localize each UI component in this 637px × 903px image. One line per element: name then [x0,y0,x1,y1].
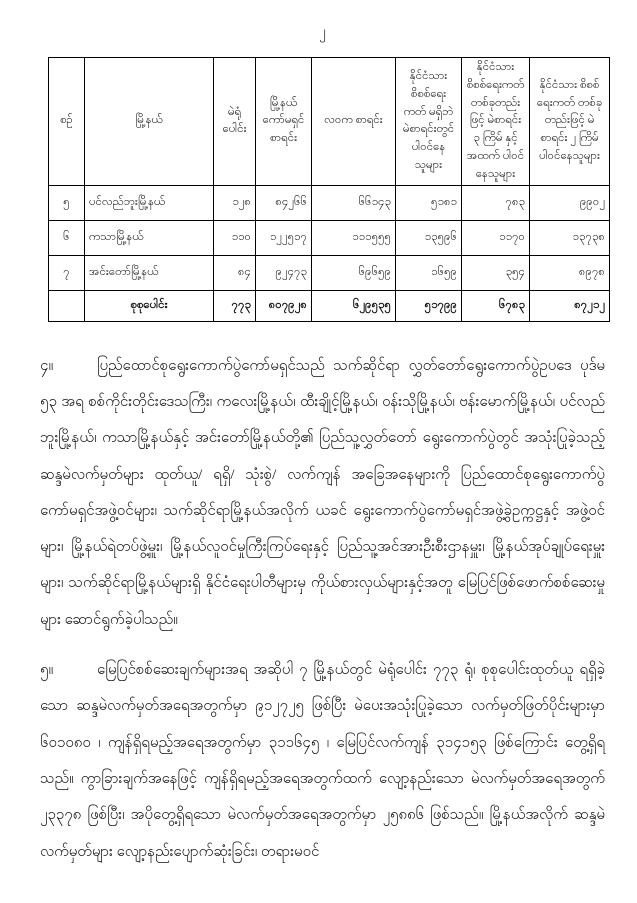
paragraph-5-number: ၅။ [40,662,53,679]
header-township: မြို့နယ် [85,58,214,186]
paragraph-5-text: မြေပြင်စစ်ဆေးချက်များအရ အဆိုပါ ၇ မြို့နယ်တွင် မဲရုံပေါင်း ၇၇၃ ရုံ၊ စုစုပေါင်းထုတ်ယူ ရရှိခဲ့သော ဆန္ဒမဲလက်မှတ်အရေအတွက်မှာ ၉၁၂၇၂၅ ဖြစ်ပြီး မဲပေးအသုံးပြုခဲ့သော လက်မှတ်ဖြတ်ပိုင်းများမှာ ၆၀၁၀၈၀ ၊ ကျန်ရှိရမည့်အရေအတွက်မှာ ၃၁၁၆၄၅ ၊ မြေပြင်လက်ကျန် ၃၁၄၁၅၃ ဖြစ်ကြောင်း တွေ့ရှိရသည်။ ကွာခြားချက်အနေဖြင့် ကျန်ရှိရမည့်အရေအတွက်ထက် လျော့နည်းသော မဲလက်မှတ်အရေအတွက် ၂၃၃၇၈ ဖြစ်ပြီး၊ အပိုတွေ့ရှိရသော မဲလက်မှတ်အရေအတွက်မှာ ၂၅၈၈၆ ဖြစ်သည်။ မြို့နယ်အလိုက် ဆန္ဒမဲလက်မှတ်များ လျော့နည်းပျောက်ဆုံးခြင်း၊ တရားမဝင် [40,662,605,860]
cell-immigration-list: ၁၁၁၅၅၅ [312,220,396,255]
paragraph-4-number: ၄။ [40,357,53,374]
header-same-id-2times: နိုင်ငံသား စိစစ်ရေးကတ် တစ်ခုတည်းဖြင့် မဲစာရင်း ၂ ကြိမ် ပါဝင်နေသူများ [530,58,610,186]
cell-polling-stations: ၁၂၈ [214,185,256,220]
cell-no-id-in-list: ၁၆၅၉ [396,255,462,290]
cell-same-id-2times: ၁၃၇၃၈ [530,220,610,255]
header-serial: စဉ် [49,58,85,186]
cell-commission-list: ၁၂၂၅၁၇ [256,220,312,255]
cell-polling-stations: ၁၁၀ [214,220,256,255]
cell-serial: ၆ [49,220,85,255]
paragraph-4-text: ပြည်ထောင်စုရွေးကောက်ပွဲကော်မရှင်သည် သက်ဆိုင်ရာ လွှတ်တော်ရွေးကောက်ပွဲဥပဒေ ပုဒ်မ ၅၃ အရ စစ်ကိုင်းတိုင်းဒေသကြီး၊ ကလေးမြို့နယ်၊ ထီးချိုင့်မြို့နယ်၊ ဝန်းသိုမြို့နယ်၊ ဗန်းမောက်မြို့နယ်၊ ပင်လည်ဘူးမြို့နယ်၊ ကသာမြို့နယ်နှင့် အင်းတော်မြို့နယ်တို့၏ ပြည်သူ့လွှတ်တော် ရွေးကောက်ပွဲတွင် အသုံးပြုခဲ့သည့် ဆန္ဒမဲလက်မှတ်များ ထုတ်ယူ/ ရရှိ/ သုံးစွဲ/ လက်ကျန် အခြေအနေများကို ပြည်ထောင်စုရွေးကောက်ပွဲကော်မရှင်အဖွဲ့ဝင်များ၊ သက်ဆိုင်ရာမြို့နယ်အလိုက် ယခင် ရွေးကောက်ပွဲကော်မရှင်အဖွဲ့ခွဲဥက္ကဋ္ဌနှင့် အဖွဲ့ဝင်များ၊ မြို့နယ်ရဲတပ်ဖွဲ့မှူး၊ မြို့နယ်လူဝင်မှုကြီးကြပ်ရေးနှင့် ပြည်သူ့အင်အားဦးစီးဌာနမှူး၊ မြို့နယ်အုပ်ချုပ်ရေးမှူးများ၊ သက်ဆိုင်ရာမြို့နယ်များရှိ နိုင်ငံရေးပါတီများမှ ကိုယ်စားလှယ်များနှင့်အတူ မြေပြင်ဖြစ်ဖောက်စစ်ဆေးမှုများ ဆောင်ရွက်ခဲ့ပါသည်။ [40,357,605,628]
cell-immigration-list: ၆၆၁၄၃ [312,185,396,220]
cell-same-id-2times: ၈၉၇၈ [530,255,610,290]
header-immigration-list: လဝက စာရင်း [312,58,396,186]
cell-immigration-list: ၆၉၆၅၉ [312,255,396,290]
total-no-id-in-list: ၅၁၇၉၉ [396,290,462,321]
voter-list-table [48,57,610,322]
table-header-row [49,58,610,186]
paragraph-5 [40,652,605,870]
total-same-id-3plus: ၆၇၈၃ [462,290,530,321]
total-same-id-2times: ၈၇၂၁၂ [530,290,610,321]
total-commission-list: ၈၀၇၉၂၈ [256,290,312,321]
cell-serial: ၅ [49,185,85,220]
cell-same-id-3plus: ၁၁၇၀ [462,220,530,255]
cell-township: ပင်လည်ဘူးမြို့နယ် [85,185,214,220]
total-immigration-list: ၆၂၉၅၃၅ [312,290,396,321]
table-row [49,255,610,290]
header-polling-stations: မဲရုံ ပေါင်း [214,58,256,186]
cell-empty [49,290,85,321]
paragraph-4 [40,348,605,638]
table-row [49,220,610,255]
cell-same-id-2times: ၉၉၀၂ [530,185,610,220]
cell-polling-stations: ၈၄ [214,255,256,290]
cell-same-id-3plus: ၇၈၃ [462,185,530,220]
body-text [40,348,605,870]
total-polling-stations: ၇၇၃ [214,290,256,321]
cell-no-id-in-list: ၅၁၈၁ [396,185,462,220]
total-label: စုစုပေါင်း [85,290,214,321]
table-total-row [49,290,610,321]
cell-township: အင်းတော်မြို့နယ် [85,255,214,290]
cell-no-id-in-list: ၁၃၅၉၆ [396,220,462,255]
cell-commission-list: ၈၄၂၆၆ [256,185,312,220]
cell-serial: ၇ [49,255,85,290]
page-number: ၂ [319,25,326,40]
header-no-id-in-list: နိုင်ငံသား စိစစ်ရေးကတ် မရှိဘဲ မဲစာရင်းတွင် ပါဝင်နေသူများ [396,58,462,186]
header-commission-list: မြို့နယ် ကော်မရှင် စာရင်း [256,58,312,186]
cell-township: ကသာမြို့နယ် [85,220,214,255]
cell-commission-list: ၉၂၄၇၃ [256,255,312,290]
cell-same-id-3plus: ၃၅၄ [462,255,530,290]
table-row [49,185,610,220]
header-same-id-3plus: နိုင်ငံသား စိစစ်ရေးကတ် တစ်ခုတည်းဖြင့် မဲစာရင်း ၃ ကြိမ် နှင့်အထက် ပါဝင်နေသူများ [462,58,530,186]
